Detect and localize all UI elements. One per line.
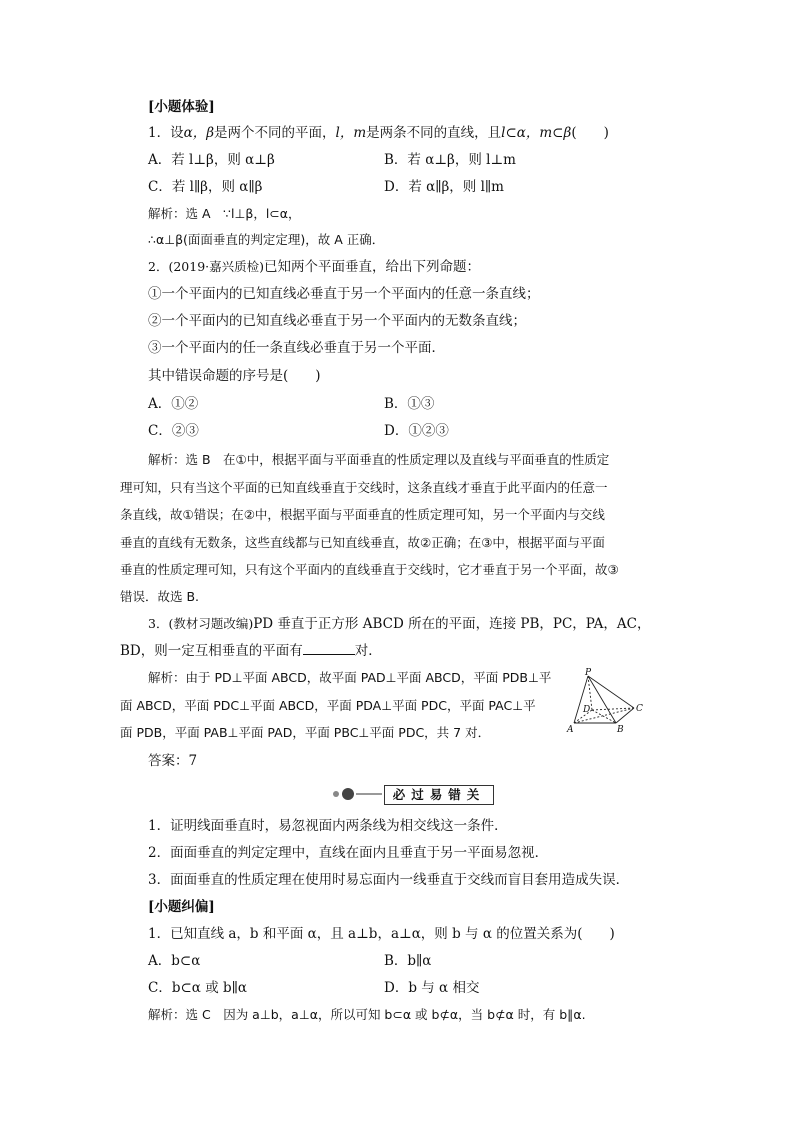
error-point-2: 2．面面垂直的判定定理中，直线在面内且垂直于另一平面易忽视． — [148, 845, 549, 861]
section-heading-correction: [小题纠偏] — [148, 899, 215, 915]
p1-option-c: C．b⊂α 或 b∥α — [148, 980, 247, 996]
question-1-stem: 1．设α，β是两个不同的平面，l，m是两条不同的直线，且l⊂α，m⊂β( ) — [148, 125, 609, 141]
edge-PC — [588, 676, 634, 708]
p1-option-b: B．b∥α — [384, 953, 432, 969]
q2-proposition-3: ③一个平面内的任一条直线必垂直于另一个平面． — [148, 340, 445, 356]
q2-ask: 其中错误命题的序号是( ) — [148, 368, 321, 384]
question-2-stem: 2．(2019·嘉兴质检)已知两个平面垂直，给出下列命题： — [148, 259, 480, 275]
q2-option-a: A．①② — [148, 396, 199, 412]
q1-option-d: D．若 α∥β，则 l∥m — [384, 179, 504, 195]
q1-solution-line-2: ∴α⊥β(面面垂直的判定定理)，故 A 正确． — [148, 232, 385, 247]
question-3-stem: 3．(教材习题改编)PD 垂直于正方形 ABCD 所在的平面，连接 PB，PC，PA，AC， — [148, 616, 651, 632]
q2-solution-line-3: 条直线，故①错误；在②中，根据平面与平面垂直的性质定理可知，另一个平面内与交线 — [120, 507, 605, 522]
q1-option-c: C．若 l∥β，则 α∥β — [148, 179, 263, 195]
label-D: D — [583, 705, 591, 715]
correction-question-1-stem: 1．已知直线 a，b 和平面 α，且 a⊥b，a⊥α，则 b 与 α 的位置关系为( ) — [148, 926, 615, 942]
q2-solution-line-6: 错误．故选 B. — [120, 589, 200, 604]
q1-solution-line-1: 解析：选 A ∵l⊥β，l⊂α， — [148, 206, 301, 221]
q3-answer: 答案：7 — [148, 753, 198, 769]
section-heading-practice: [小题体验] — [148, 99, 215, 115]
p1-solution: 解析：选 C 因为 a⊥b，a⊥α，所以可知 b⊂α 或 b⊄α，当 b⊄α 时，有 b∥α. — [148, 1007, 586, 1022]
q2-option-b: B．①③ — [384, 396, 435, 412]
error-point-3: 3．面面垂直的性质定理在使用时易忘面内一线垂直于交线而盲目套用造成失误． — [148, 872, 630, 888]
q2-option-d: D．①②③ — [384, 423, 449, 439]
edge-DC — [592, 708, 634, 710]
question-3-stem-line-2: BD，则一定互相垂直的平面有 对． — [120, 643, 382, 659]
banner-title: 必过易错关 — [384, 785, 494, 805]
q2-proposition-1: ①一个平面内的已知直线必垂直于另一个平面内的任意一条直线； — [148, 286, 540, 302]
label-P: P — [585, 668, 592, 678]
label-B: B — [617, 725, 624, 735]
p1-option-d: D．b 与 α 相交 — [384, 980, 480, 996]
error-point-1: 1．证明线面垂直时，易忽视面内两条线为相交线这一条件． — [148, 818, 508, 834]
label-C: C — [636, 704, 643, 714]
q2-solution-line-2: 理可知，只有当这个平面的已知直线垂直于交线时，这条直线才垂直于此平面内的任意一 — [120, 480, 608, 495]
q2-proposition-2: ②一个平面内的已知直线必垂直于另一个平面内的无数条直线； — [148, 313, 526, 329]
q2-solution-line-1: 解析：选 B 在①中，根据平面与平面垂直的性质定理以及直线与平面垂直的性质定 — [148, 452, 610, 467]
q2-option-c: C．②③ — [148, 423, 199, 439]
p1-option-a: A．b⊂α — [148, 953, 201, 969]
q3-solution-line-1: 解析：由于 PD⊥平面 ABCD，故平面 PAD⊥平面 ABCD，平面 PDB⊥平 — [148, 670, 552, 685]
q1-option-b: B．若 α⊥β，则 l⊥m — [384, 152, 516, 168]
pyramid-figure — [564, 668, 654, 738]
q2-solution-line-4: 垂直的直线有无数条，这些直线都与已知直线垂直，故②正确；在③中，根据平面与平面 — [120, 535, 605, 550]
q3-solution-line-3: 面 PDB，平面 PAB⊥平面 PAD，平面 PBC⊥平面 PDC，共 7 对． — [120, 725, 491, 740]
answer-blank — [303, 642, 355, 655]
q2-solution-line-5: 垂直的性质定理可知，只有这个平面内的直线垂直于交线时，它才垂直于另一个平面，故③ — [120, 562, 619, 577]
q3-solution-line-2: 面 ABCD，平面 PDC⊥平面 ABCD，平面 PDA⊥平面 PDC，平面 PAC⊥平 — [120, 698, 536, 713]
banner-dots-icon — [330, 786, 382, 802]
q1-option-a: A．若 l⊥β，则 α⊥β — [148, 152, 275, 168]
edge-PA — [574, 676, 591, 723]
label-A: A — [567, 725, 574, 735]
